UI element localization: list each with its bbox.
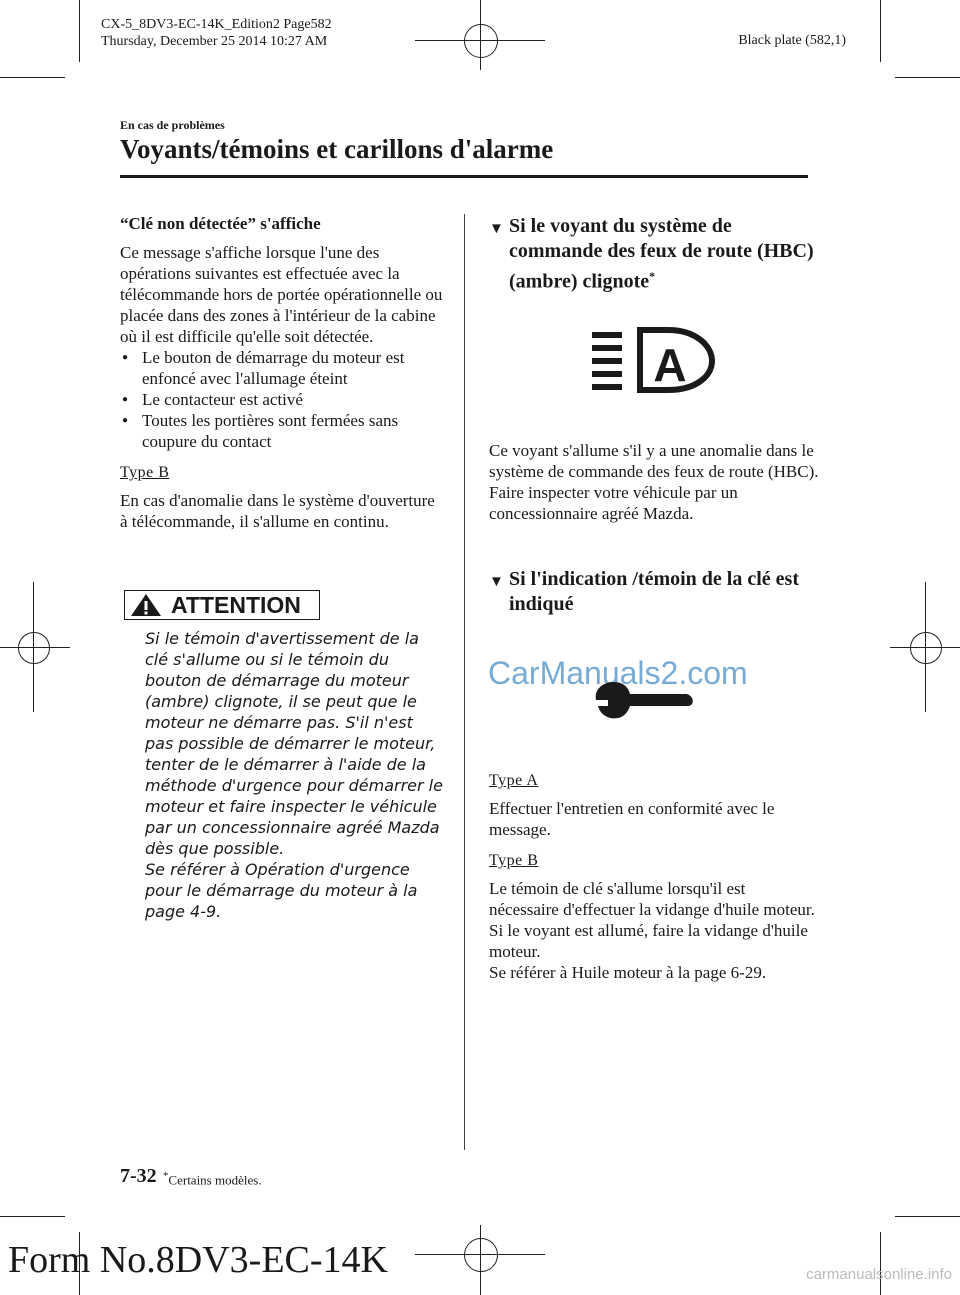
svg-text:A: A — [653, 339, 687, 391]
footnote-mark: * — [163, 1170, 169, 1182]
attention-paragraph: Si le témoin d'avertissement de la clé s'allume ou si le témoin du bouton de démarrage du moteur (ambre) clignote, il se peut que le moteur ne démarre pas. S'il n'est pas possible de démarrer le moteur, tenter de le démarrer à l'aide de la méthode d'urgence pour démarrer le moteur et faire inspecter le véhicule par un concessionnaire agréé Mazda dès que possible. — [145, 629, 443, 858]
crop-mark — [0, 77, 65, 78]
print-info — [101, 16, 332, 50]
footnote-text: Certains modèles. — [168, 1172, 262, 1188]
print-info-line: Thursday, December 25 2014 10:27 AM — [101, 34, 328, 49]
type-b-text: En cas d'anomalie dans le système d'ouverture à télécommande, il s'allume en continu. — [120, 491, 435, 531]
type-b-label: Type B — [120, 464, 170, 481]
warning-icon — [129, 592, 163, 618]
type-b-text: Si le voyant est allumé, faire la vidange d'huile moteur. — [489, 921, 808, 961]
registration-mark — [18, 632, 50, 664]
crop-mark — [895, 1216, 960, 1217]
page-title: Voyants/témoins et carillons d'alarme — [120, 134, 554, 164]
registration-mark — [464, 24, 498, 58]
bullet-item: ● Toutes les portières sont fermées sans coupure du contact — [120, 410, 446, 452]
bullet-item: ● Le bouton de démarrage du moteur est enfoncé avec l'allumage éteint — [120, 347, 446, 389]
print-info-line: CX-5_8DV3-EC-14K_Edition2 Page582 — [101, 17, 332, 32]
crop-mark — [895, 77, 960, 78]
triangle-icon: ▼ — [489, 574, 504, 590]
type-a-label: Type A — [489, 772, 539, 789]
hbc-body — [489, 440, 819, 524]
attention-paragraph: Se référer à Opération d'urgence pour le démarrage du moteur à la page 4-9. — [145, 860, 418, 921]
key-heading — [489, 567, 819, 617]
key-heading-text: Si l'indication /témoin de la clé est indiqué — [509, 568, 799, 615]
bullet-item: ● Le contacteur est activé — [120, 389, 446, 410]
hbc-warning-icon — [592, 326, 716, 394]
type-b-text: Se référer à Huile moteur à la page 6-29. — [489, 963, 767, 982]
attention-text — [145, 628, 445, 922]
registration-mark — [910, 632, 942, 664]
watermark-text: CarManuals2.com — [488, 655, 748, 691]
intro-paragraph: Ce message s'affiche lorsque l'une des opérations suivantes est effectuée avec la télécommande hors de portée opérationnelle ou placée dans des zones à l'intérieur de la cabine où il est difficile qu'elle soit détectée. — [120, 243, 443, 346]
page-number: 7-32 — [120, 1165, 157, 1187]
key-body — [489, 772, 819, 983]
registration-mark — [464, 1238, 498, 1272]
crop-mark — [0, 1216, 65, 1217]
crop-mark — [925, 582, 926, 712]
hbc-section — [489, 214, 819, 295]
key-heading-wrap — [489, 567, 819, 617]
footnote — [163, 1170, 262, 1188]
type-b-label: Type B — [489, 852, 539, 869]
site-watermark: carmanualsonline.info — [806, 1266, 952, 1283]
type-b-text: Le témoin de clé s'allume lorsqu'il est nécessaire d'effectuer la vidange d'huile moteur. — [489, 879, 815, 919]
column-divider — [464, 214, 465, 1150]
hbc-heading-text: Si le voyant du système de commande des feux de route (HBC) (ambre) clignote — [509, 215, 814, 293]
crop-mark — [480, 1225, 481, 1295]
crop-mark — [880, 0, 881, 62]
triangle-icon: ▼ — [489, 221, 504, 237]
section-label: En cas de problèmes — [120, 118, 225, 132]
title-rule — [120, 175, 808, 178]
crop-mark — [0, 647, 70, 648]
crop-mark — [480, 0, 481, 70]
footnote-mark: * — [649, 269, 656, 283]
left-column — [120, 213, 446, 532]
form-number: Form No.8DV3-EC-14K — [8, 1239, 388, 1281]
plate-label: Black plate (582,1) — [738, 33, 846, 48]
crop-mark — [880, 1232, 881, 1295]
crop-mark — [79, 0, 80, 62]
type-a-text: Effectuer l'entretien en conformité avec le message. — [489, 799, 775, 839]
wrench-icon — [592, 676, 696, 722]
hbc-paragraph: Ce voyant s'allume s'il y a une anomalie dans le système de commande des feux de route (HBC). Faire inspecter votre véhicule par un concessionnaire agréé Mazda. — [489, 441, 819, 523]
crop-mark — [33, 582, 34, 712]
subheading: “Clé non détectée” s'affiche — [120, 214, 321, 233]
hbc-heading — [489, 214, 819, 295]
attention-box — [124, 590, 320, 620]
attention-label: ATTENTION — [171, 591, 301, 618]
